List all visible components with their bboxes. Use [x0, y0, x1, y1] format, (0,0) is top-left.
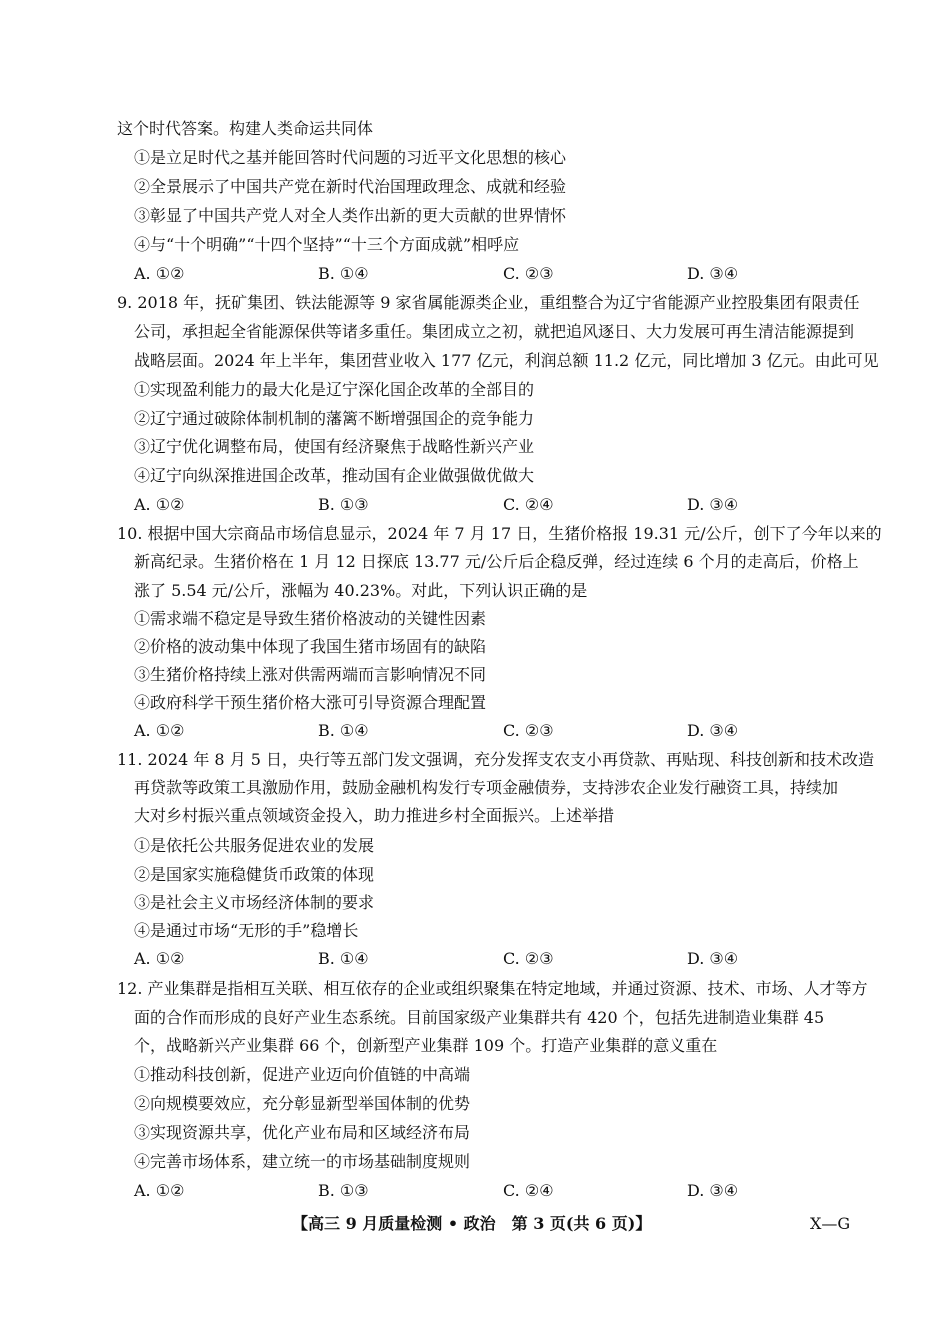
option-a: A. ①② [134, 264, 185, 283]
question-stem-line: 再贷款等政策工具激励作用，鼓励金融机构发行专项金融债券，支持涉农企业发行融资工具，持续加 [134, 778, 839, 797]
statement-item: ①需求端不稳定是导致生猪价格波动的关键性因素 [134, 609, 487, 628]
option-d: D. ③④ [687, 1181, 739, 1200]
statement-item: ③辽宁优化调整布局，使国有经济聚焦于战略性新兴产业 [134, 437, 535, 456]
footer-code: X—G [810, 1214, 851, 1233]
option-b: B. ①③ [318, 1181, 369, 1200]
question-stem-line: 这个时代答案。构建人类命运共同体 [117, 119, 374, 138]
question-stem-line: 涨了 5.54 元/公斤，涨幅为 40.23%。对此，下列认识正确的是 [134, 581, 588, 600]
option-d: D. ③④ [687, 495, 739, 514]
statement-item: ①实现盈利能力的最大化是辽宁深化国企改革的全部目的 [134, 380, 535, 399]
option-c: C. ②③ [503, 264, 554, 283]
question-stem-line: 大对乡村振兴重点领域资金投入，助力推进乡村全面振兴。上述举措 [134, 806, 615, 825]
statement-item: ②价格的波动集中体现了我国生猪市场固有的缺陷 [134, 637, 487, 656]
option-b: B. ①④ [318, 721, 369, 740]
option-b: B. ①④ [318, 264, 369, 283]
question-stem-line: 公司，承担起全省能源保供等诸多重任。集团成立之初，就把追风逐日、大力发展可再生清洁能源提到 [134, 322, 855, 341]
question-stem-line: 面的合作而形成的良好产业生态系统。目前国家级产业集群共有 420 个，包括先进制造业集群 45 [134, 1008, 825, 1027]
option-c: C. ②③ [503, 721, 554, 740]
statement-item: ②向规模要效应，充分彰显新型举国体制的优势 [134, 1094, 471, 1113]
option-c: C. ②④ [503, 1181, 554, 1200]
statement-item: ③实现资源共享，优化产业布局和区域经济布局 [134, 1123, 471, 1142]
question-stem-line: 12. 产业集群是指相互关联、相互依存的企业或组织聚集在特定地域，并通过资源、技术、市场、人才等方 [117, 979, 868, 998]
statement-item: ④与“十个明确”“十四个坚持”“十三个方面成就”相呼应 [134, 235, 520, 254]
option-b: B. ①③ [318, 495, 369, 514]
option-c: C. ②③ [503, 949, 554, 968]
question-stem-line: 新高纪录。生猪价格在 1 月 12 日探底 13.77 元/公斤后企稳反弹，经过连续 6 个月的走高后，价格上 [134, 552, 859, 571]
statement-item: ④完善市场体系，建立统一的市场基础制度规则 [134, 1152, 471, 1171]
statement-item: ④是通过市场“无形的手”稳增长 [134, 921, 359, 940]
footer-title: 【高三 9 月质量检测 • 政治 第 3 页(共 6 页)】 [292, 1214, 652, 1233]
statement-item: ①推动科技创新，促进产业迈向价值链的中高端 [134, 1065, 471, 1084]
statement-item: ①是立足时代之基并能回答时代问题的习近平文化思想的核心 [134, 148, 567, 167]
statement-item: ④政府科学干预生猪价格大涨可引导资源合理配置 [134, 693, 487, 712]
question-stem-line: 11. 2024 年 8 月 5 日，央行等五部门发文强调，充分发挥支农支小再贷款、再贴现、科技创新和技术改造 [117, 750, 875, 769]
option-a: A. ①② [134, 495, 185, 514]
statement-item: ④辽宁向纵深推进国企改革，推动国有企业做强做优做大 [134, 466, 535, 485]
statement-item: ③生猪价格持续上涨对供需两端而言影响情况不同 [134, 665, 487, 684]
statement-item: ①是依托公共服务促进农业的发展 [134, 836, 375, 855]
statement-item: ③是社会主义市场经济体制的要求 [134, 893, 375, 912]
statement-item: ②是国家实施稳健货币政策的体现 [134, 865, 375, 884]
page-footer [0, 1212, 950, 1236]
option-d: D. ③④ [687, 949, 739, 968]
option-a: A. ①② [134, 949, 185, 968]
option-a: A. ①② [134, 1181, 185, 1200]
question-stem-line: 战略层面。2024 年上半年，集团营业收入 177 亿元，利润总额 11.2 亿元，同比增加 3 亿元。由此可见 [134, 351, 879, 370]
option-b: B. ①④ [318, 949, 369, 968]
statement-item: ②全景展示了中国共产党在新时代治国理政理念、成就和经验 [134, 177, 567, 196]
option-c: C. ②④ [503, 495, 554, 514]
question-stem-line: 个，战略新兴产业集群 66 个，创新型产业集群 109 个。打造产业集群的意义重在 [134, 1036, 718, 1055]
option-d: D. ③④ [687, 264, 739, 283]
question-stem-line: 10. 根据中国大宗商品市场信息显示，2024 年 7 月 17 日，生猪价格报 19.31 元/公斤，创下了今年以来的 [117, 524, 882, 543]
option-a: A. ①② [134, 721, 185, 740]
statement-item: ②辽宁通过破除体制机制的藩篱不断增强国企的竞争能力 [134, 409, 535, 428]
question-stem-line: 9. 2018 年，抚矿集团、铁法能源等 9 家省属能源类企业，重组整合为辽宁省能源产业控股集团有限责任 [117, 293, 860, 312]
option-d: D. ③④ [687, 721, 739, 740]
statement-item: ③彰显了中国共产党人对全人类作出新的更大贡献的世界情怀 [134, 206, 567, 225]
